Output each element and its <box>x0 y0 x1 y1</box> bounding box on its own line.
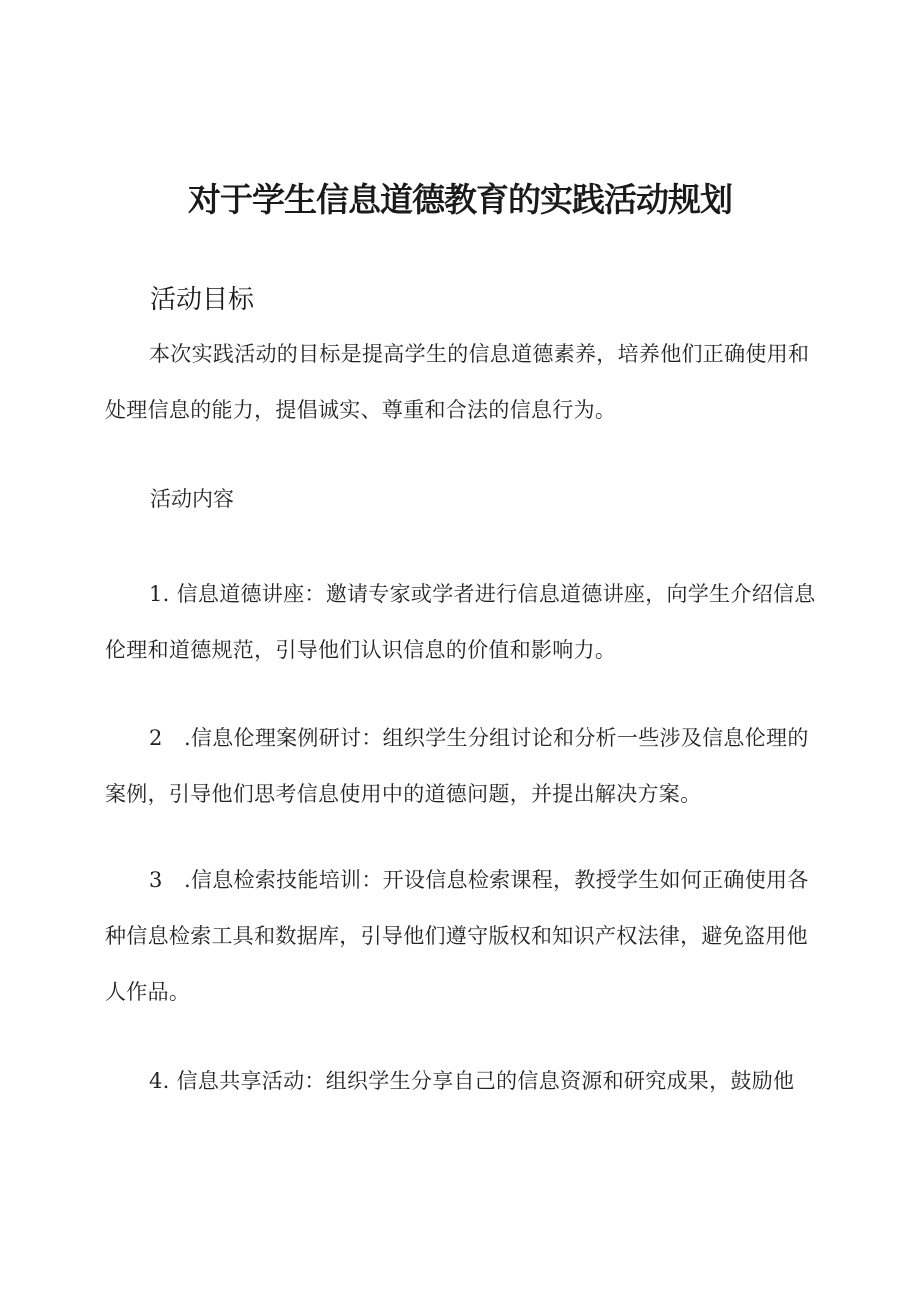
content-item-3: 3 .信息检索技能培训：开设信息检索课程，教授学生如何正确使用各种信息检索工具和数据库，引导他们遵守版权和知识产权法律，避免盗用他人作品。 <box>105 868 809 1004</box>
goal-paragraph: 本次实践活动的目标是提高学生的信息道德素养，培养他们正确使用和处理信息的能力，提倡诚实、尊重和合法的信息行为。 <box>105 342 810 422</box>
section-heading-content: 活动内容 <box>150 487 234 511</box>
content-item-4: 4. 信息共享活动：组织学生分享自己的信息资源和研究成果，鼓励他 <box>149 1069 795 1093</box>
content-item-1: 1. 信息道德讲座：邀请专家或学者进行信息道德讲座，向学生介绍信息伦理和道德规范，引导他们认识信息的价值和影响力。 <box>105 582 816 662</box>
document-title: 对于学生信息道德教育的实践活动规划 <box>188 180 732 219</box>
content-item-2: 2 .信息伦理案例研讨：组织学生分组讨论和分析一些涉及信息伦理的案例，引导他们思考信息使用中的道德问题，并提出解决方案。 <box>105 726 809 806</box>
section-heading-goal: 活动目标 <box>150 285 255 315</box>
